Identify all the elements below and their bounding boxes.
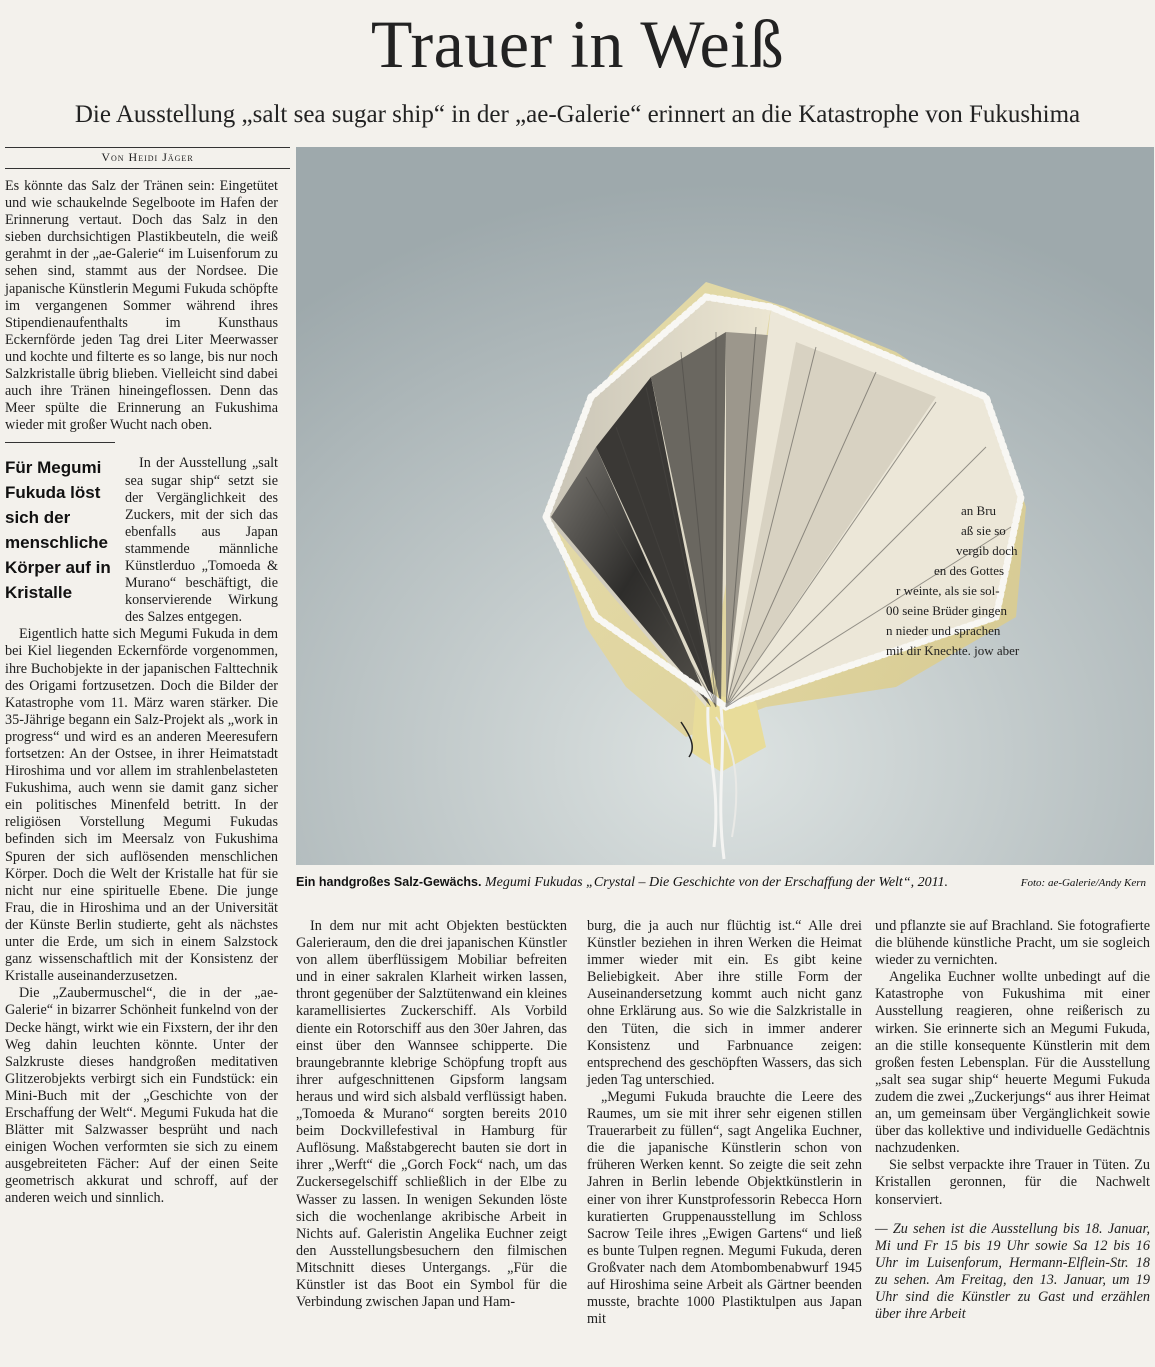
article-column-3 (587, 918, 862, 1328)
article-column-2 (296, 918, 567, 1311)
paragraph: Eigentlich hatte sich Megumi Fukuda in dem bei Kiel liegenden Eckernförde vorgenommen, ihre Buchobjekte in der japanischen Falttechnik des Origami fortzusetzen. Doch die Bilder der Katastrophe vom 11. März waren stärker. Die 35-Jährige begann ein Salz-Projekt als „work in progress“ und wird es an anderen Meeresufern fortsetzen: An der Ostsee, in ihrer Heimatstadt Hiroshima und vor allem im strahlenbelasteten Fukushima, auch wenn sie damit ganz sicher ein politisches Minenfeld betritt. In der religiösen Vorstellung Megumi Fukudas befinden sich im Meersalz von Fukushima Spuren der sich auflösenden menschlichen Körper. Doch die Welt der Kristalle hat für sie nicht nur eine spirituelle Ebene. Die junge Frau, die in Hiroshima und an der Universität der Künste Berlin studierte, geht als nächstes unter die Erde, um sich in einem Salzstock ganz wissenschaftlich mit der Konsistenz der Kristalle auseinanderzusetzen. (5, 626, 278, 985)
caption-text: Megumi Fukudas „Crystal – Die Geschichte von der Erschaffung der Welt“, 2011. (484, 875, 949, 890)
page-text-line: vergib doch (956, 543, 1018, 558)
paragraph: burg, die ja auch nur flüchtig ist.“ Alle drei Künstler beziehen in ihren Werken die Heimat immer wieder mit ein. Es gibt keine Beliebigkeit. Aber ihre stille Form der Auseinandersetzung kommt auch nicht ganz ohne Erklärung aus. So wie die Salzkristalle in den Tüten, die sich in immer anderer Konsistenz und Farbnuance zeigen: entsprechend des geschöpften Wassers, das sich jeden Tag unterschied. (587, 918, 862, 1088)
page-text-line: mit dir Knechte. jow aber (886, 643, 1020, 658)
page-text-line: aß sie so (961, 523, 1006, 538)
page-text-line: an Bru (961, 503, 997, 518)
page-text-line: n nieder und sprachen (886, 623, 1001, 638)
caption-lead: Ein handgroßes Salz-Gewächs. (296, 875, 482, 889)
pullquote: Für Megumi Fukuda löst sich der menschliche Körper auf in Kristalle (5, 458, 111, 603)
paragraph: „Megumi Fukuda brauchte die Leere des Raumes, um sie mit ihrer sehr eigenen stillen Trauerarbeit zu füllen“, sagt Angelika Euchner, die die japanische Künstlerin schon von früheren Werken kennt. So zeigte die seit zehn Jahren in Berlin lebende Objektkünstlerin in einer von ihrer Kunstprofessorin Rebecca Horn kuratierten Gruppenausstellung im Schloss Sacrow Teile ihres „Ewigen Gartens“ und ließ es bunte Tulpen regnen. Megumi Fukuda, deren Großvater nach dem Atombombenabwurf 1945 auf Hiroshima seine Arbeit als Gärtner beenden musste, brachte 1000 Plastiktulpen aus Japan mit (587, 1088, 862, 1328)
page-text-line: en des Gottes (934, 563, 1005, 578)
paragraph: Angelika Euchner wollte unbedingt auf die Katastrophe von Fukushima mit einer Ausstellung reagieren, ohne reißerisch zu wirken. Sie erinnerte sich an Megumi Fukuda, an die stille konsequente Künstlerin mit dem großen festen Lebensplan. Für die Ausstellung „salt sea sugar ship“ heuerte Megumi Fukuda zudem die zwei „Zuckerjungs“ aus ihrer Heimat an, um gemeinsam über Vergänglichkeit sowie über das kollektive und individuelle Gedächtnis nachzudenken. (875, 969, 1150, 1157)
article-column-4 (875, 918, 1150, 1323)
page-text-line: 00 seine Brüder gingen (886, 603, 1007, 618)
article-photo (296, 147, 1154, 865)
salt-crystal-book-object (296, 147, 1154, 865)
pullquote-rule (5, 442, 115, 443)
page-text-line: r weinte, als sie sol- (896, 583, 1000, 598)
paragraph: Sie selbst verpackte ihre Trauer in Tüten. Zu Kristallen geronnen, für die Nachwelt konserviert. (875, 1157, 1150, 1208)
headline: Trauer in Weiß (370, 6, 785, 82)
paragraph: Es könnte das Salz der Tränen sein: Eingetütet und wie schaukelnde Segelboote im Hafen der Erinnerung vertaut. Doch das Salz in den sieben durchsichtigen Plastikbeuteln, die weiß gerahmt in der „ae-Galerie“ im Luisenforum zu sehen sind, stammt aus der Nordsee. Die japanische Künstlerin Megumi Fukuda schöpfte im vergangenen Sommer während ihres Stipendienaufenthalts im Kunsthaus Eckernförde jeden Tag drei Liter Meerwasser und kochte und filterte es so lange, bis nur noch Salzkristalle übrig blieben. Vielleicht sind dabei auch ihre Tränen hineingeflossen. Denn das Meer spülte die Erinnerung an Fukushima wieder mit großer Wucht nach oben. (5, 178, 278, 434)
paragraph: und pflanzte sie auf Brachland. Sie fotografierte die blühende künstliche Pracht, um sie sogleich wieder zu vernichten. (875, 918, 1150, 969)
paragraph: In der Ausstellung „salt sea sugar ship“ setzt sie der Vergänglichkeit des Zuckers, mit der sich das ebenfalls aus Japan stammende männliche Künstlerduo „Tomoeda & Murano“ beschäftigt, die konservierende Wirkung des Salzes entgegen. (125, 455, 278, 626)
paragraph: In dem nur mit acht Objekten bestückten Galerieraum, den die drei japanischen Künstler von allem überflüssigem Mobiliar befreiten und in einer sakralen Klarheit wirken lassen, thront gegenüber der Salztütenwand ein kleines karamellisiertes Zuckerschiff. Als Vorbild diente ein Rotorschiff aus den 30er Jahren, das einst über den Wannsee schipperte. Die braungebrannte klebrige Schöpfung tropft aus ihrer aufgeschnittenen Gipsform langsam heraus und wird sich alsbald verflüssigt haben. „Tomoeda & Murano“ sorgten bereits 2010 beim Dockvillefestival in Hamburg für Auflösung. Maßstabgerecht bauten sie dort in ihrer „Werft“ die „Gorch Fock“ nach, um das Zuckersegelschiff schließlich in der Elbe zu Wasser zu lassen. In wenigen Sekunden löste sich die wochenlange akribische Arbeit in Nichts auf. Galeristin Angelika Euchner zeigt den Ausstellungsbesuchern den filmischen Mitschnitt dieses Untergangs. „Für die Künstler ist das Boot ein Symbol für die Verbindung zwischen Japan und Ham- (296, 918, 567, 1311)
subheadline: Die Ausstellung „salt sea sugar ship“ in der „ae-Galerie“ erinnert an die Katastrophe von Fukushima (74, 101, 1081, 128)
photo-credit: Foto: ae-Galerie/Andy Kern (1020, 877, 1146, 889)
byline-rule-bottom (5, 168, 290, 169)
photo-caption (296, 874, 1154, 891)
paragraph: Die „Zaubermuschel“, die in der „ae-Galerie“ in bizarrer Schönheit funkelnd von der Decke hängt, wirkt wie ein Fixstern, der ihr den Weg dahin leuchten könnte. Unter der Salzkruste dieses handgroßen meditativen Glitzerobjekts verbirgt sich ein Fundstück: ein Mini-Buch mit der „Geschichte von der Erschaffung der Welt“. Megumi Fukuda hat die Blätter mit Salzwasser besprüht und nach einigen Wochen verformten sie sich zu einem ausgebreiteten Fächer: Auf der einen Seite geometrisch akkurat und schroff, auf der anderen weich und sinnlich. (5, 985, 278, 1207)
exhibition-info: — Zu sehen ist die Ausstellung bis 18. Januar, Mi und Fr 15 bis 19 Uhr sowie Sa 12 bis 16 Uhr im Luisenforum, Hermann-Elflein-Str. 18 zu sehen. Am Freitag, den 13. Januar, um 19 Uhr sind die Künstler zu Gast und erzählen über ihre Arbeit (875, 1220, 1150, 1323)
byline-rule-top (5, 147, 290, 148)
article-column-1 (5, 178, 278, 1208)
byline: Von Heidi Jäger (101, 150, 194, 164)
